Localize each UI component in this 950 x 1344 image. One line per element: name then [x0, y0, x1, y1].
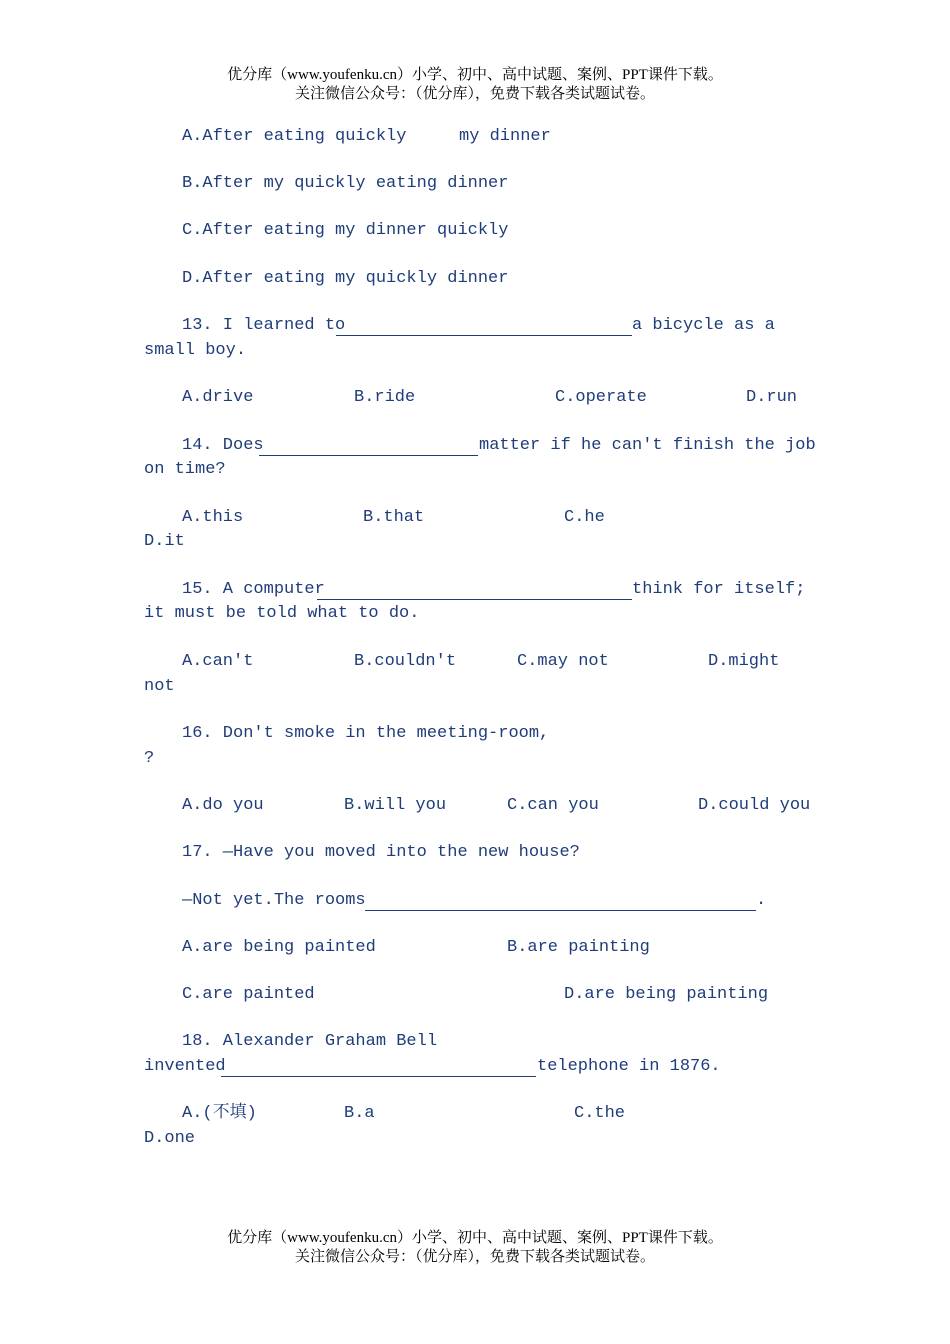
q17-blank: [365, 910, 756, 911]
q17-option-d: D.are being painting: [564, 985, 769, 1004]
q18-stem: 18. Alexander Graham Bell: [182, 1032, 438, 1051]
q15-blank: [317, 599, 632, 600]
q16-option-b: B.will you: [344, 796, 447, 815]
q15-stem-after: think for itself;: [632, 580, 806, 599]
q16-option-c: C.can you: [507, 796, 599, 815]
q13-option-d: D.run: [746, 388, 798, 407]
q17-option-b: B.are painting: [507, 938, 650, 957]
q13-option-b: B.ride: [354, 388, 416, 407]
q16-option-a: A.do you: [182, 796, 264, 815]
q18-option-d: D.one: [144, 1129, 196, 1148]
q15-option-b: B.couldn't: [354, 652, 457, 671]
q14-blank: [259, 455, 478, 456]
q13-stem: 13. I learned to: [182, 316, 346, 335]
q18-option-b: B.a: [344, 1104, 375, 1123]
q12-option-d: D.After eating my quickly dinner: [182, 269, 509, 288]
q12-option-a: A.After eating quickly: [182, 127, 407, 146]
q13-stem-after: a bicycle as a: [632, 316, 775, 335]
q14-option-b: B.that: [363, 508, 425, 527]
q17-stem: —Not yet.The rooms: [182, 891, 366, 910]
q13-blank: [336, 335, 632, 336]
q15-stem-cont: it must be told what to do.: [144, 604, 420, 623]
q15-option-d: D.might: [708, 652, 780, 671]
q18-stem-cont: invented: [144, 1057, 226, 1076]
q17-option-a: A.are being painted: [182, 938, 376, 957]
q14-stem-cont: on time?: [144, 460, 226, 479]
header-line-2: 关注微信公众号：（优分库），免费下载各类试题试卷。: [294, 86, 655, 102]
q18-option-c: C.the: [574, 1104, 626, 1123]
q15-option-d-cont: not: [144, 677, 175, 696]
footer-line-2: 关注微信公众号：（优分库），免费下载各类试题试卷。: [294, 1249, 655, 1265]
q14-stem: 14. Does: [182, 436, 264, 455]
footer-line-1: 优分库（www.youfenku.cn）小学、初中、高中试题、案例、PPT课件下载。: [227, 1230, 723, 1246]
q12-option-c: C.After eating my dinner quickly: [182, 221, 509, 240]
q12-option-a-cont: my dinner: [459, 127, 551, 146]
q18-blank: [221, 1076, 536, 1077]
q16-stem-cont: ?: [144, 749, 155, 768]
q14-stem-after: matter if he can't finish the job: [479, 436, 816, 455]
q13-option-a: A.drive: [182, 388, 254, 407]
q16-option-d: D.could you: [698, 796, 811, 815]
q14-option-a: A.this: [182, 508, 244, 527]
q18-stem-after: telephone in 1876.: [537, 1057, 721, 1076]
q14-option-c: C.he: [564, 508, 605, 527]
q18-option-a: A.(不填): [182, 1104, 257, 1123]
q13-stem-cont: small boy.: [144, 341, 247, 360]
q15-option-a: A.can't: [182, 652, 254, 671]
q17-option-c: C.are painted: [182, 985, 315, 1004]
q17-stem-after: .: [756, 891, 767, 910]
q15-option-c: C.may not: [517, 652, 609, 671]
q17-question: 17. —Have you moved into the new house?: [182, 843, 580, 862]
q14-option-d: D.it: [144, 532, 185, 551]
header-line-1: 优分库（www.youfenku.cn）小学、初中、高中试题、案例、PPT课件下载。: [227, 67, 723, 83]
q16-stem: 16. Don't smoke in the meeting-room,: [182, 724, 550, 743]
q12-option-b: B.After my quickly eating dinner: [182, 174, 509, 193]
q15-stem: 15. A computer: [182, 580, 325, 599]
q13-option-c: C.operate: [555, 388, 647, 407]
